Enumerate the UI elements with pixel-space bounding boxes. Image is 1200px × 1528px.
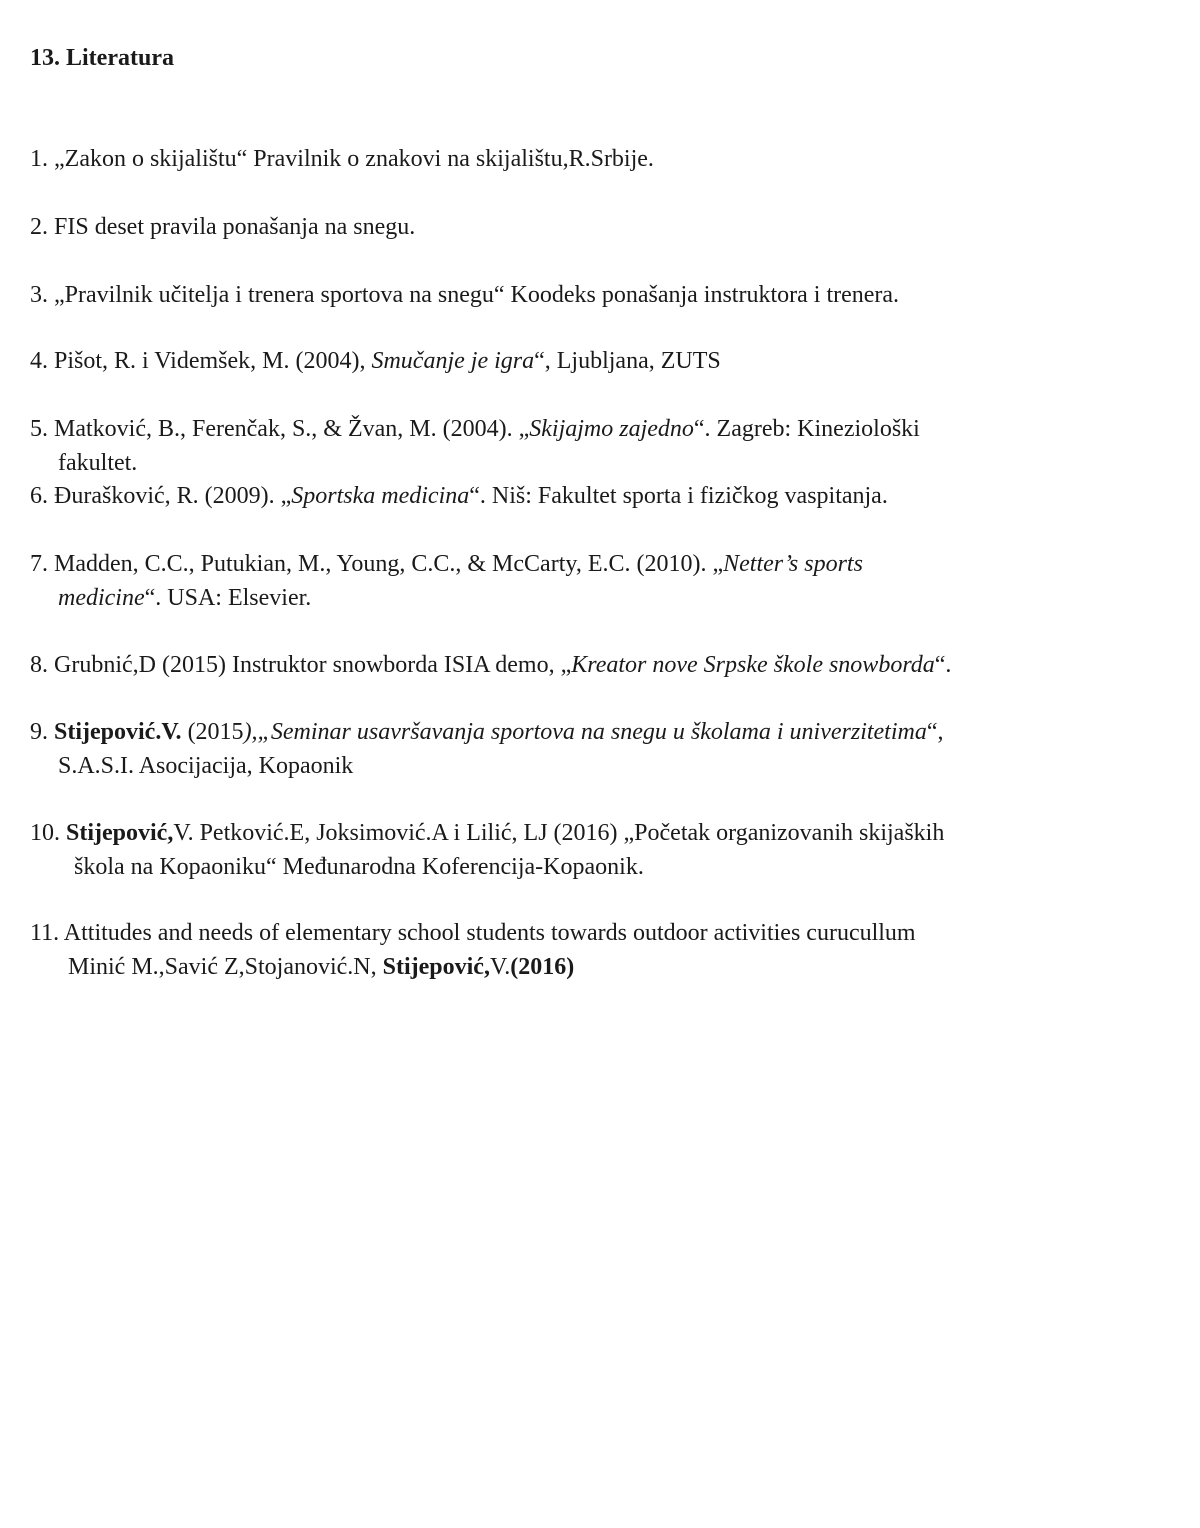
reference-number: 11. [30, 920, 60, 946]
reference-text: Grubnić,D (2015) Instruktor snowborda ISIA demo, „ [54, 652, 572, 678]
reference-number: 3. [30, 282, 48, 308]
reference-text: „Zakon o skijalištu“ Pravilnik o znakovi na skijalištu,R.Srbije. [54, 146, 654, 172]
reference-continuation [30, 950, 1180, 984]
reference-item-3 [30, 278, 1180, 312]
reference-item-2 [30, 210, 1180, 244]
reference-item-8 [30, 648, 1180, 682]
reference-number: 8. [30, 652, 48, 678]
reference-text: „Pravilnik učitelja i trenera sportova na snegu“ Koodeks ponašanja instruktora i trenera. [54, 282, 900, 308]
reference-text: Minić M.,Savić Z,Stojanović.N, [68, 954, 383, 980]
reference-text: “. [934, 652, 952, 678]
reference-number: 10. [30, 820, 60, 846]
reference-item-1 [30, 142, 1180, 176]
reference-title: Netter’s sports [723, 551, 863, 577]
reference-year: (2016) [510, 954, 575, 980]
section-heading: 13. Literatura [30, 45, 174, 71]
reference-author: Stijepović.V. [54, 719, 182, 745]
reference-text: Pišot, R. i Videmšek, M. (2004), [54, 348, 372, 374]
reference-author: Stijepović, [382, 954, 490, 980]
reference-item-4 [30, 344, 1180, 378]
reference-number: 6. [30, 483, 48, 509]
reference-number: 5. [30, 416, 48, 442]
reference-number: 4. [30, 348, 48, 374]
reference-item-6 [30, 479, 1180, 513]
reference-title: Smučanje je igra [371, 348, 535, 374]
reference-title: ),„Seminar usavršavanja sportova na snegu u školama i univerzitetima [243, 719, 927, 745]
reference-text: “. Niš: Fakultet sporta i fizičkog vaspitanja. [469, 483, 888, 509]
reference-text: Matković, B., Ferenčak, S., & Žvan, M. (2004). „ [54, 416, 530, 442]
reference-text: V. [489, 954, 511, 980]
reference-text: (2015 [181, 719, 244, 745]
reference-text: “, [926, 719, 944, 745]
reference-number: 9. [30, 719, 48, 745]
reference-title: Kreator nove Srpske škole snowborda [571, 652, 935, 678]
reference-author: Stijepović, [66, 820, 174, 846]
reference-item-10 [30, 816, 1180, 884]
reference-text: “. USA: Elsevier. [144, 585, 312, 611]
reference-number: 2. [30, 214, 48, 240]
reference-text: Đurašković, R. (2009). „ [54, 483, 292, 509]
reference-item-9 [30, 715, 1180, 783]
reference-text: “, Ljubljana, ZUTS [534, 348, 721, 374]
reference-continuation: škola na Kopaoniku“ Međunarodna Koferencija-Kopaonik. [74, 854, 644, 880]
reference-continuation [30, 581, 1180, 615]
reference-text: “. Zagreb: Kineziološki [693, 416, 920, 442]
reference-text: FIS deset pravila ponašanja na snegu. [54, 214, 416, 240]
reference-text: Madden, C.C., Putukian, M., Young, C.C., & McCarty, E.C. (2010). „ [54, 551, 724, 577]
reference-continuation: fakultet. [58, 450, 138, 476]
reference-title: medicine [58, 585, 145, 611]
reference-number: 7. [30, 551, 48, 577]
reference-number: 1. [30, 146, 48, 172]
reference-continuation: S.A.S.I. Asocijacija, Kopaonik [58, 753, 354, 779]
reference-text: Attitudes and needs of elementary school students towards outdoor activities curucullum [63, 920, 916, 946]
reference-item-11 [30, 916, 1180, 984]
reference-title: Skijajmo zajedno [529, 416, 694, 442]
reference-title: Sportska medicina [291, 483, 470, 509]
reference-text: V. Petković.E, Joksimović.A i Lilić, LJ (2016) „Početak organizovanih skijaških [173, 820, 945, 846]
reference-item-5 [30, 412, 1180, 480]
reference-item-7 [30, 547, 1180, 615]
